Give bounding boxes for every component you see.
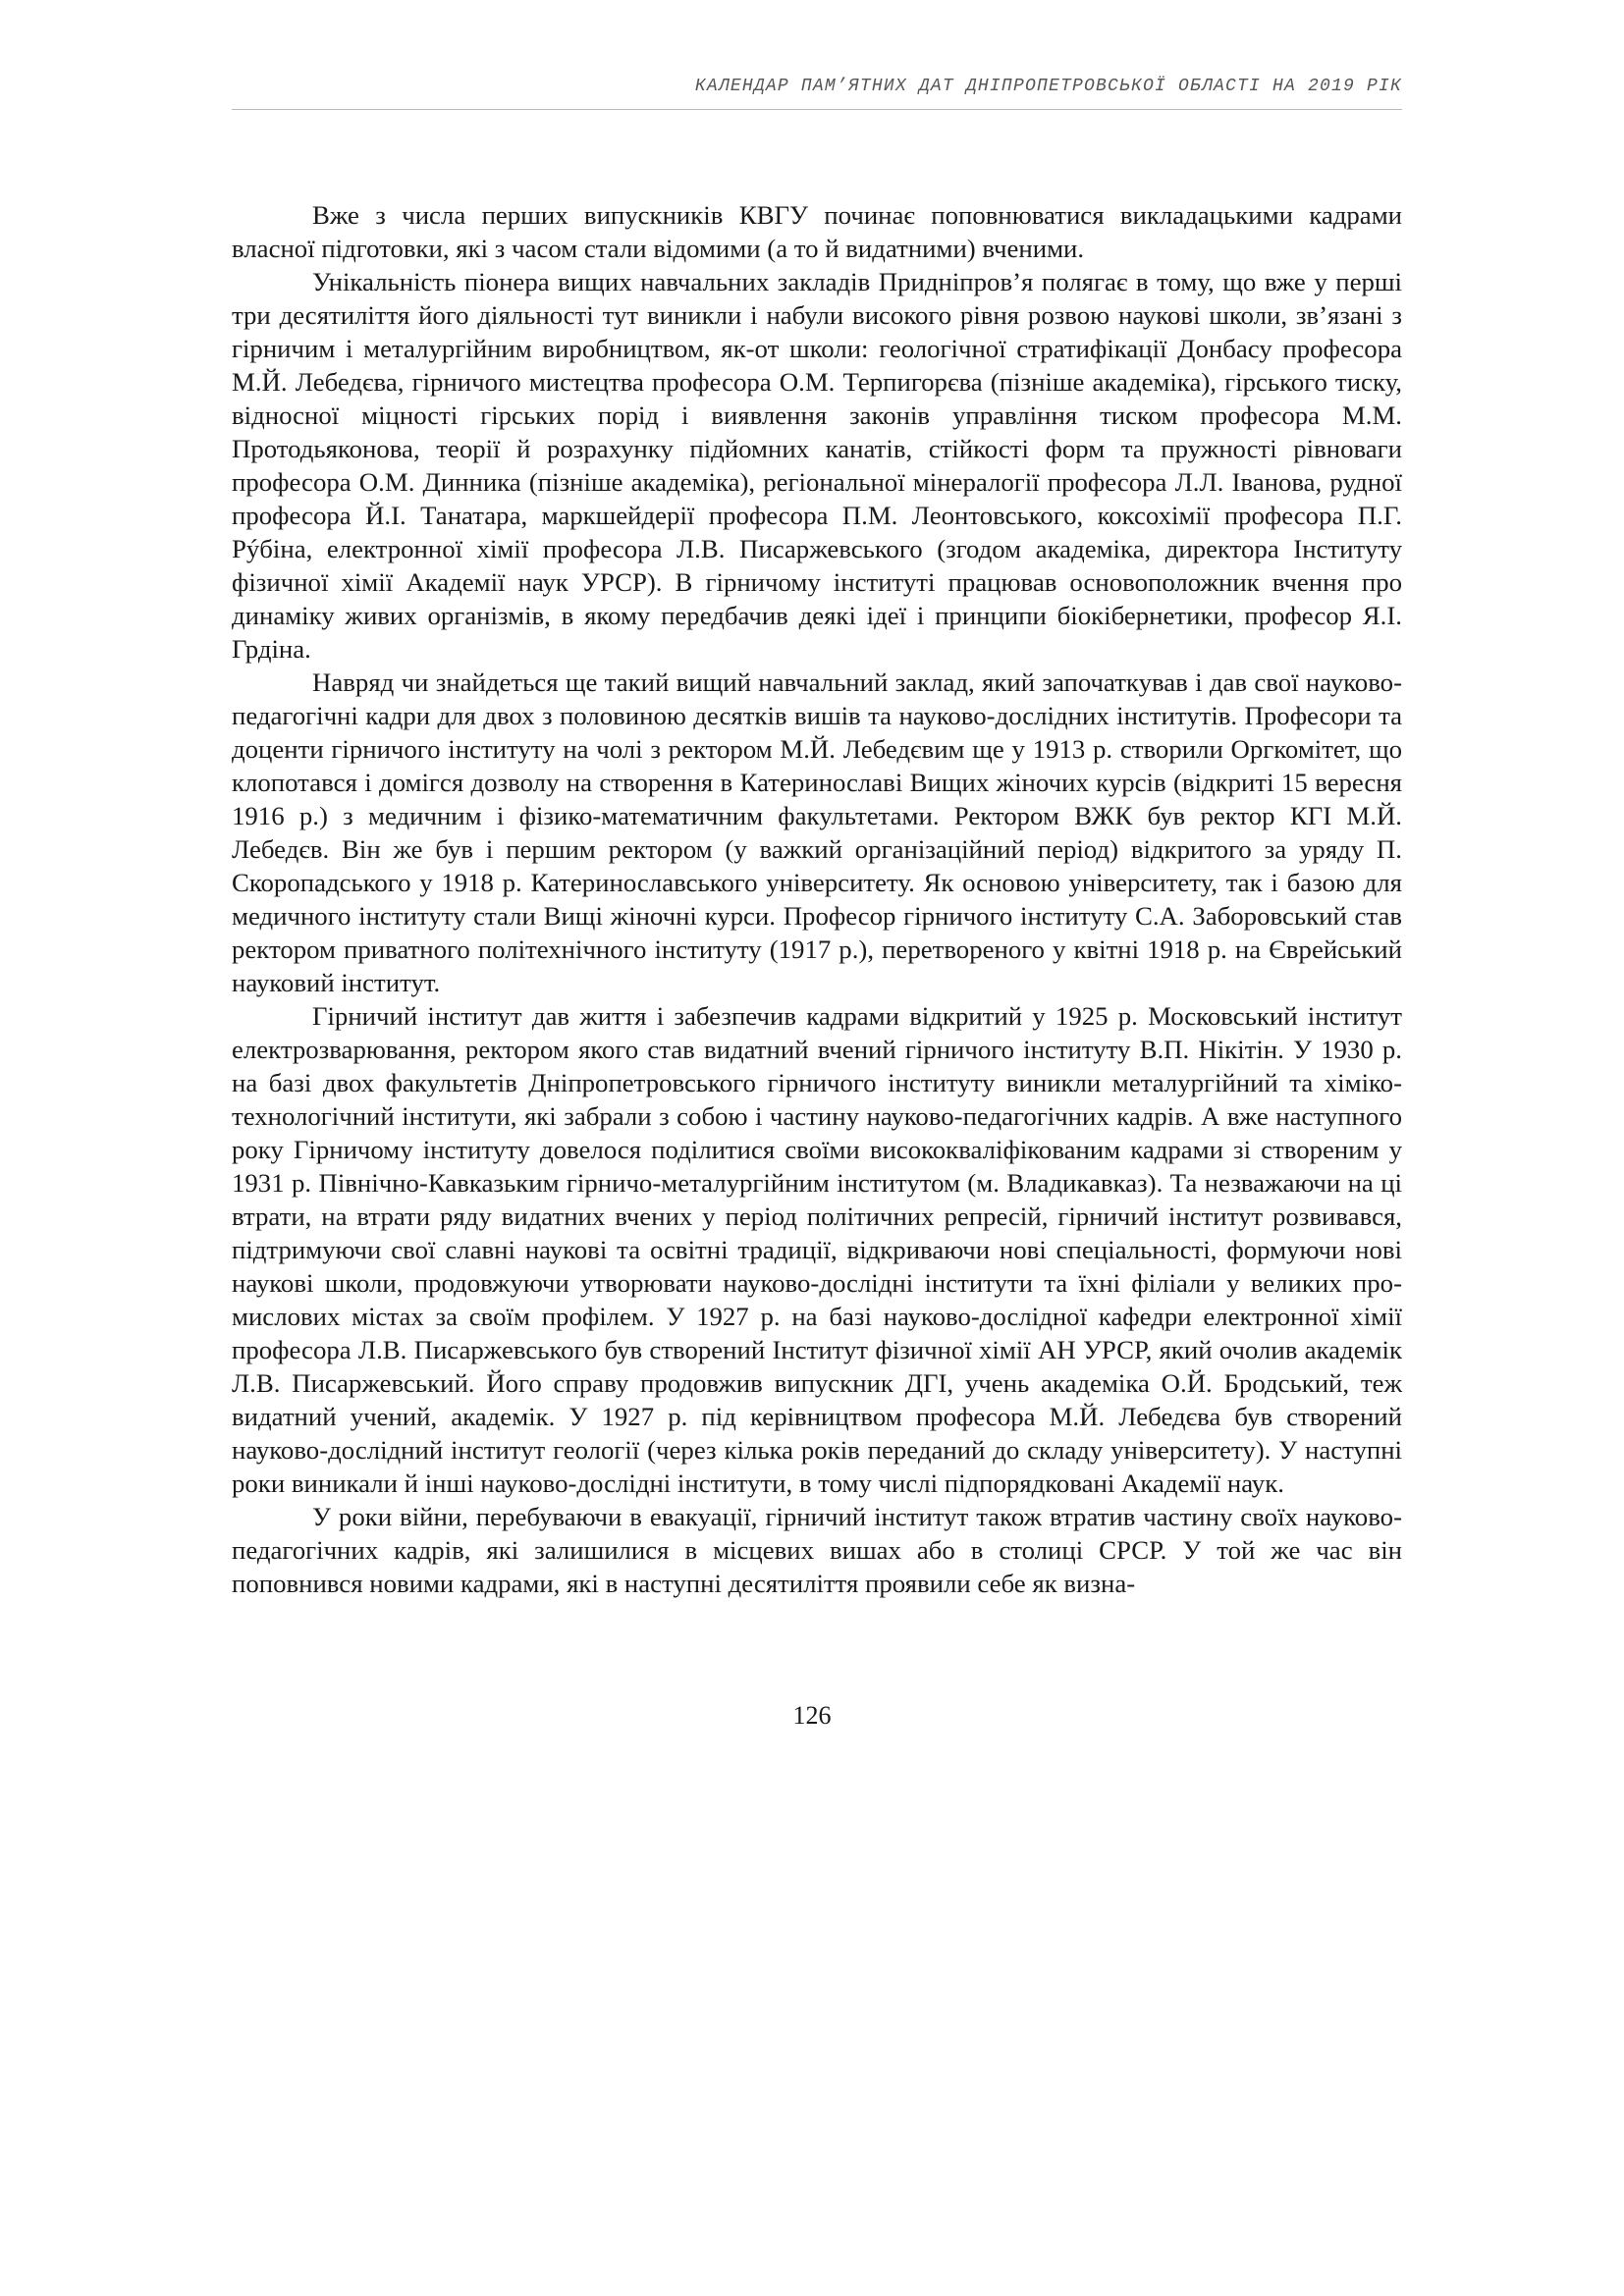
paragraph: Унікальність піонера вищих навчальних закладів Придніпров’я полягає в тому, що вже у перші три десятиліття його діяльності тут виникли і набули високого рівня розвою наукові школи, зв’язані з гірничим і металургійним виробництвом, як-от школи: геологічної стратифікації Донбасу професора М.Й. Лебедєва, гірничого мистецтва професора О.М. Терпигорєва (пізніше академіка), гірського тиску, відносної міцності гірських порід і виявлення законів управління тиском професора М.М. Протодьяконова, теорії й розрахунку підйомних канатів, стійкості форм та пружності рівноваги професора О.М. Динника (пізніше академіка), регіональної мінералогії професора Л.Л. Іванова, рудної професора Й.І. Танатара, маркшейдерії професора П.М. Леонтовського, коксохімії професора П.Г. Рýбіна, електронної хімії професора Л.В. Писаржевського (згодом академіка, директора Інституту фізичної хімії Академії наук УРСР). В гірничому інституті працював основоположник вчення про динаміку живих організмів, в якому передбачив деякі ідеї і принципи біокібернетики, професор Я.І. Грдіна.: [232, 267, 1402, 664]
running-header: КАЛЕНДАР ПАМ’ЯТНИХ ДАТ ДНІПРОПЕТРОВСЬКОЇ ОБЛАСТІ НА 2019 РІК: [694, 77, 1402, 96]
paragraph: У роки війни, перебуваючи в евакуації, гірничий інститут також втратив частину своїх науково-педагогічних кадрів, які залишилися в місцевих вишах або в столиці СРСР. У той же час він поповнився новими кадрами, які в наступні десятиліття проявили себе як визна-: [232, 1502, 1402, 1598]
page-number: 126: [792, 1701, 832, 1730]
body-text: [232, 198, 1402, 1600]
header-divider: [232, 109, 1402, 110]
paragraph: Навряд чи знайдеться ще такий вищий навчальний заклад, який започаткував і дав свої науково-педагогічні кадри для двох з половиною десятків вишів та науково-дослідних інститутів. Професори та доценти гірничого інституту на чолі з ректором М.Й. Лебедєвим ще у 1913 р. створили Оргкомітет, що клопотався і домігся дозволу на створення в Катеринославі Вищих жіночих курсів (відкриті 15 вересня 1916 р.) з медичним і фізико-математичним факультетами. Ректором ВЖК був ректор КГІ М.Й. Лебедєв. Він же був і першим ректором (у важкий організаційний період) відкритого за уряду П. Скоропадського у 1918 р. Катеринославського університету. Як основою університету, так і базою для медичного інституту стали Вищі жіночні курси. Професор гірничого інституту С.А. Заборовський став ректором приватного політехнічного інституту (1917 р.), перетвореного у квітні 1918 р. на Єврейський науковий інститут.: [232, 667, 1402, 997]
paragraph: Гірничий інститут дав життя і забезпечив кадрами відкритий у 1925 р. Московський інститут електрозварювання, ректором якого став видатний вчений гірничого інституту В.П. Нікітін. У 1930 р. на базі двох факультетів Дніпропетровського гірничого інституту виникли металургійний та хіміко-технологічний інститути, які забрали з собою і частину науково-педагогічних кадрів. А вже наступного року Гірничому інституту довелося поділитися своїми висококваліфікованим кадрами зі створеним у 1931 р. Північно-Кавказьким гірничо-металургійним інститутом (м. Владикавказ). Та незважаючи на ці втрати, на втрати ряду видатних вчених у період політичних репресій, гірничий інститут розвивався, підтримуючи свої славні наукові та освітні традиції, відкриваючи нові спеціальності, формуючи нові наукові школи, продовжуючи утворювати науково-дослідні інститути та їхні філіали у великих промислових містах за своїм профілем. У 1927 р. на базі науково-дослідної кафедри електронної хімії професора Л.В. Писаржевського був створений Інститут фізичної хімії АН УРСР, який очолив академік Л.В. Писаржевський. Його справу продовжив випускник ДГІ, учень академіка О.Й. Бродський, теж видатний учений, академік. У 1927 р. під керівництвом професора М.Й. Лебедєва був створений науково-дослідний інститут геології (через кілька років переданий до складу університету). У наступні роки виникали й інші науково-дослідні інститути, в тому числі підпорядковані Академії наук.: [232, 1001, 1402, 1498]
paragraph: Вже з числа перших випускників КВГУ починає поповнюватися викладацькими кадрами власної підготовки, які з часом стали відомими (а то й видатними) вченими.: [232, 200, 1402, 263]
